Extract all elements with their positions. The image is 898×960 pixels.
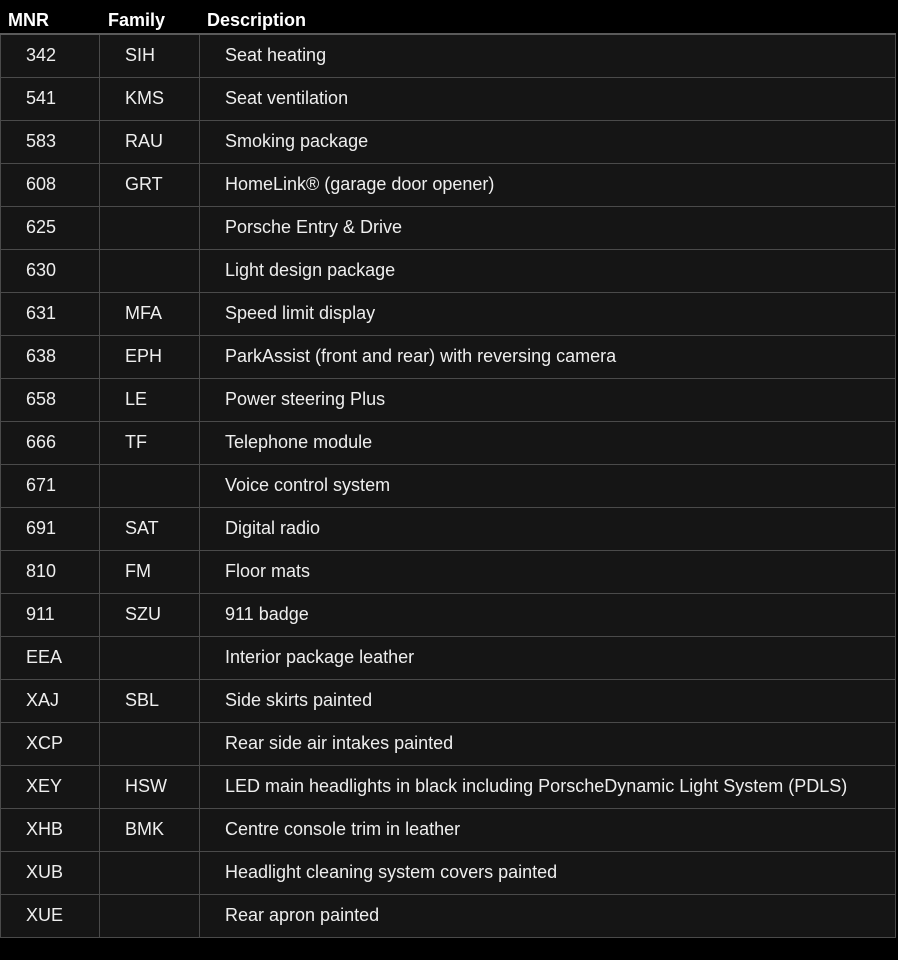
cell-family: SZU [100, 593, 200, 636]
table-row [1, 249, 896, 292]
table-row [1, 292, 896, 335]
cell-mnr: 631 [1, 292, 100, 335]
cell-description: Smoking package [200, 120, 896, 163]
cell-mnr: 666 [1, 421, 100, 464]
options-table [0, 33, 896, 938]
table-row [1, 163, 896, 206]
table-row [1, 335, 896, 378]
cell-description: Porsche Entry & Drive [200, 206, 896, 249]
cell-mnr: EEA [1, 636, 100, 679]
table-row [1, 894, 896, 937]
table-row [1, 722, 896, 765]
cell-mnr: XEY [1, 765, 100, 808]
cell-mnr: 911 [1, 593, 100, 636]
cell-description: Rear apron painted [200, 894, 896, 937]
cell-description: ParkAssist (front and rear) with reversing camera [200, 335, 896, 378]
table-row [1, 808, 896, 851]
table-row [1, 206, 896, 249]
table-row [1, 378, 896, 421]
cell-mnr: 810 [1, 550, 100, 593]
cell-family: TF [100, 421, 200, 464]
table-row [1, 851, 896, 894]
cell-description: Seat heating [200, 34, 896, 77]
cell-mnr: XCP [1, 722, 100, 765]
cell-mnr: 691 [1, 507, 100, 550]
column-header-mnr: MNR [8, 10, 49, 30]
cell-family: GRT [100, 163, 200, 206]
column-header-family: Family [108, 10, 166, 30]
cell-description: 911 badge [200, 593, 896, 636]
cell-family [100, 249, 200, 292]
cell-family: EPH [100, 335, 200, 378]
cell-mnr: 342 [1, 34, 100, 77]
table-row [1, 464, 896, 507]
cell-description: HomeLink® (garage door opener) [200, 163, 896, 206]
cell-family [100, 894, 200, 937]
cell-family: KMS [100, 77, 200, 120]
cell-family: BMK [100, 808, 200, 851]
column-header-description: Description [207, 10, 307, 30]
cell-mnr: 671 [1, 464, 100, 507]
table-header [0, 0, 898, 33]
table-row [1, 507, 896, 550]
cell-description: Rear side air intakes painted [200, 722, 896, 765]
table-row [1, 120, 896, 163]
cell-family: MFA [100, 292, 200, 335]
cell-description: Centre console trim in leather [200, 808, 896, 851]
options-table-body [1, 34, 896, 937]
table-row [1, 593, 896, 636]
table-row [1, 77, 896, 120]
cell-description: Side skirts painted [200, 679, 896, 722]
table-row [1, 636, 896, 679]
cell-mnr: 541 [1, 77, 100, 120]
cell-mnr: 608 [1, 163, 100, 206]
cell-description: Voice control system [200, 464, 896, 507]
cell-mnr: 638 [1, 335, 100, 378]
cell-mnr: XUE [1, 894, 100, 937]
cell-family: RAU [100, 120, 200, 163]
cell-description: Telephone module [200, 421, 896, 464]
table-row [1, 421, 896, 464]
table-row [1, 765, 896, 808]
cell-mnr: XAJ [1, 679, 100, 722]
cell-description: Speed limit display [200, 292, 896, 335]
cell-mnr: 630 [1, 249, 100, 292]
cell-family: SBL [100, 679, 200, 722]
cell-mnr: XUB [1, 851, 100, 894]
cell-mnr: 583 [1, 120, 100, 163]
cell-family: SAT [100, 507, 200, 550]
cell-family: FM [100, 550, 200, 593]
cell-family [100, 851, 200, 894]
cell-mnr: 625 [1, 206, 100, 249]
cell-family: HSW [100, 765, 200, 808]
cell-family: SIH [100, 34, 200, 77]
cell-family [100, 636, 200, 679]
cell-family [100, 464, 200, 507]
cell-family [100, 206, 200, 249]
table-row [1, 679, 896, 722]
cell-family: LE [100, 378, 200, 421]
cell-description: LED main headlights in black including PorscheDynamic Light System (PDLS) [200, 765, 896, 808]
cell-mnr: XHB [1, 808, 100, 851]
cell-description: Headlight cleaning system covers painted [200, 851, 896, 894]
cell-mnr: 658 [1, 378, 100, 421]
cell-description: Light design package [200, 249, 896, 292]
cell-description: Floor mats [200, 550, 896, 593]
table-row [1, 550, 896, 593]
cell-description: Power steering Plus [200, 378, 896, 421]
cell-description: Interior package leather [200, 636, 896, 679]
cell-description: Seat ventilation [200, 77, 896, 120]
table-row [1, 34, 896, 77]
cell-family [100, 722, 200, 765]
cell-description: Digital radio [200, 507, 896, 550]
